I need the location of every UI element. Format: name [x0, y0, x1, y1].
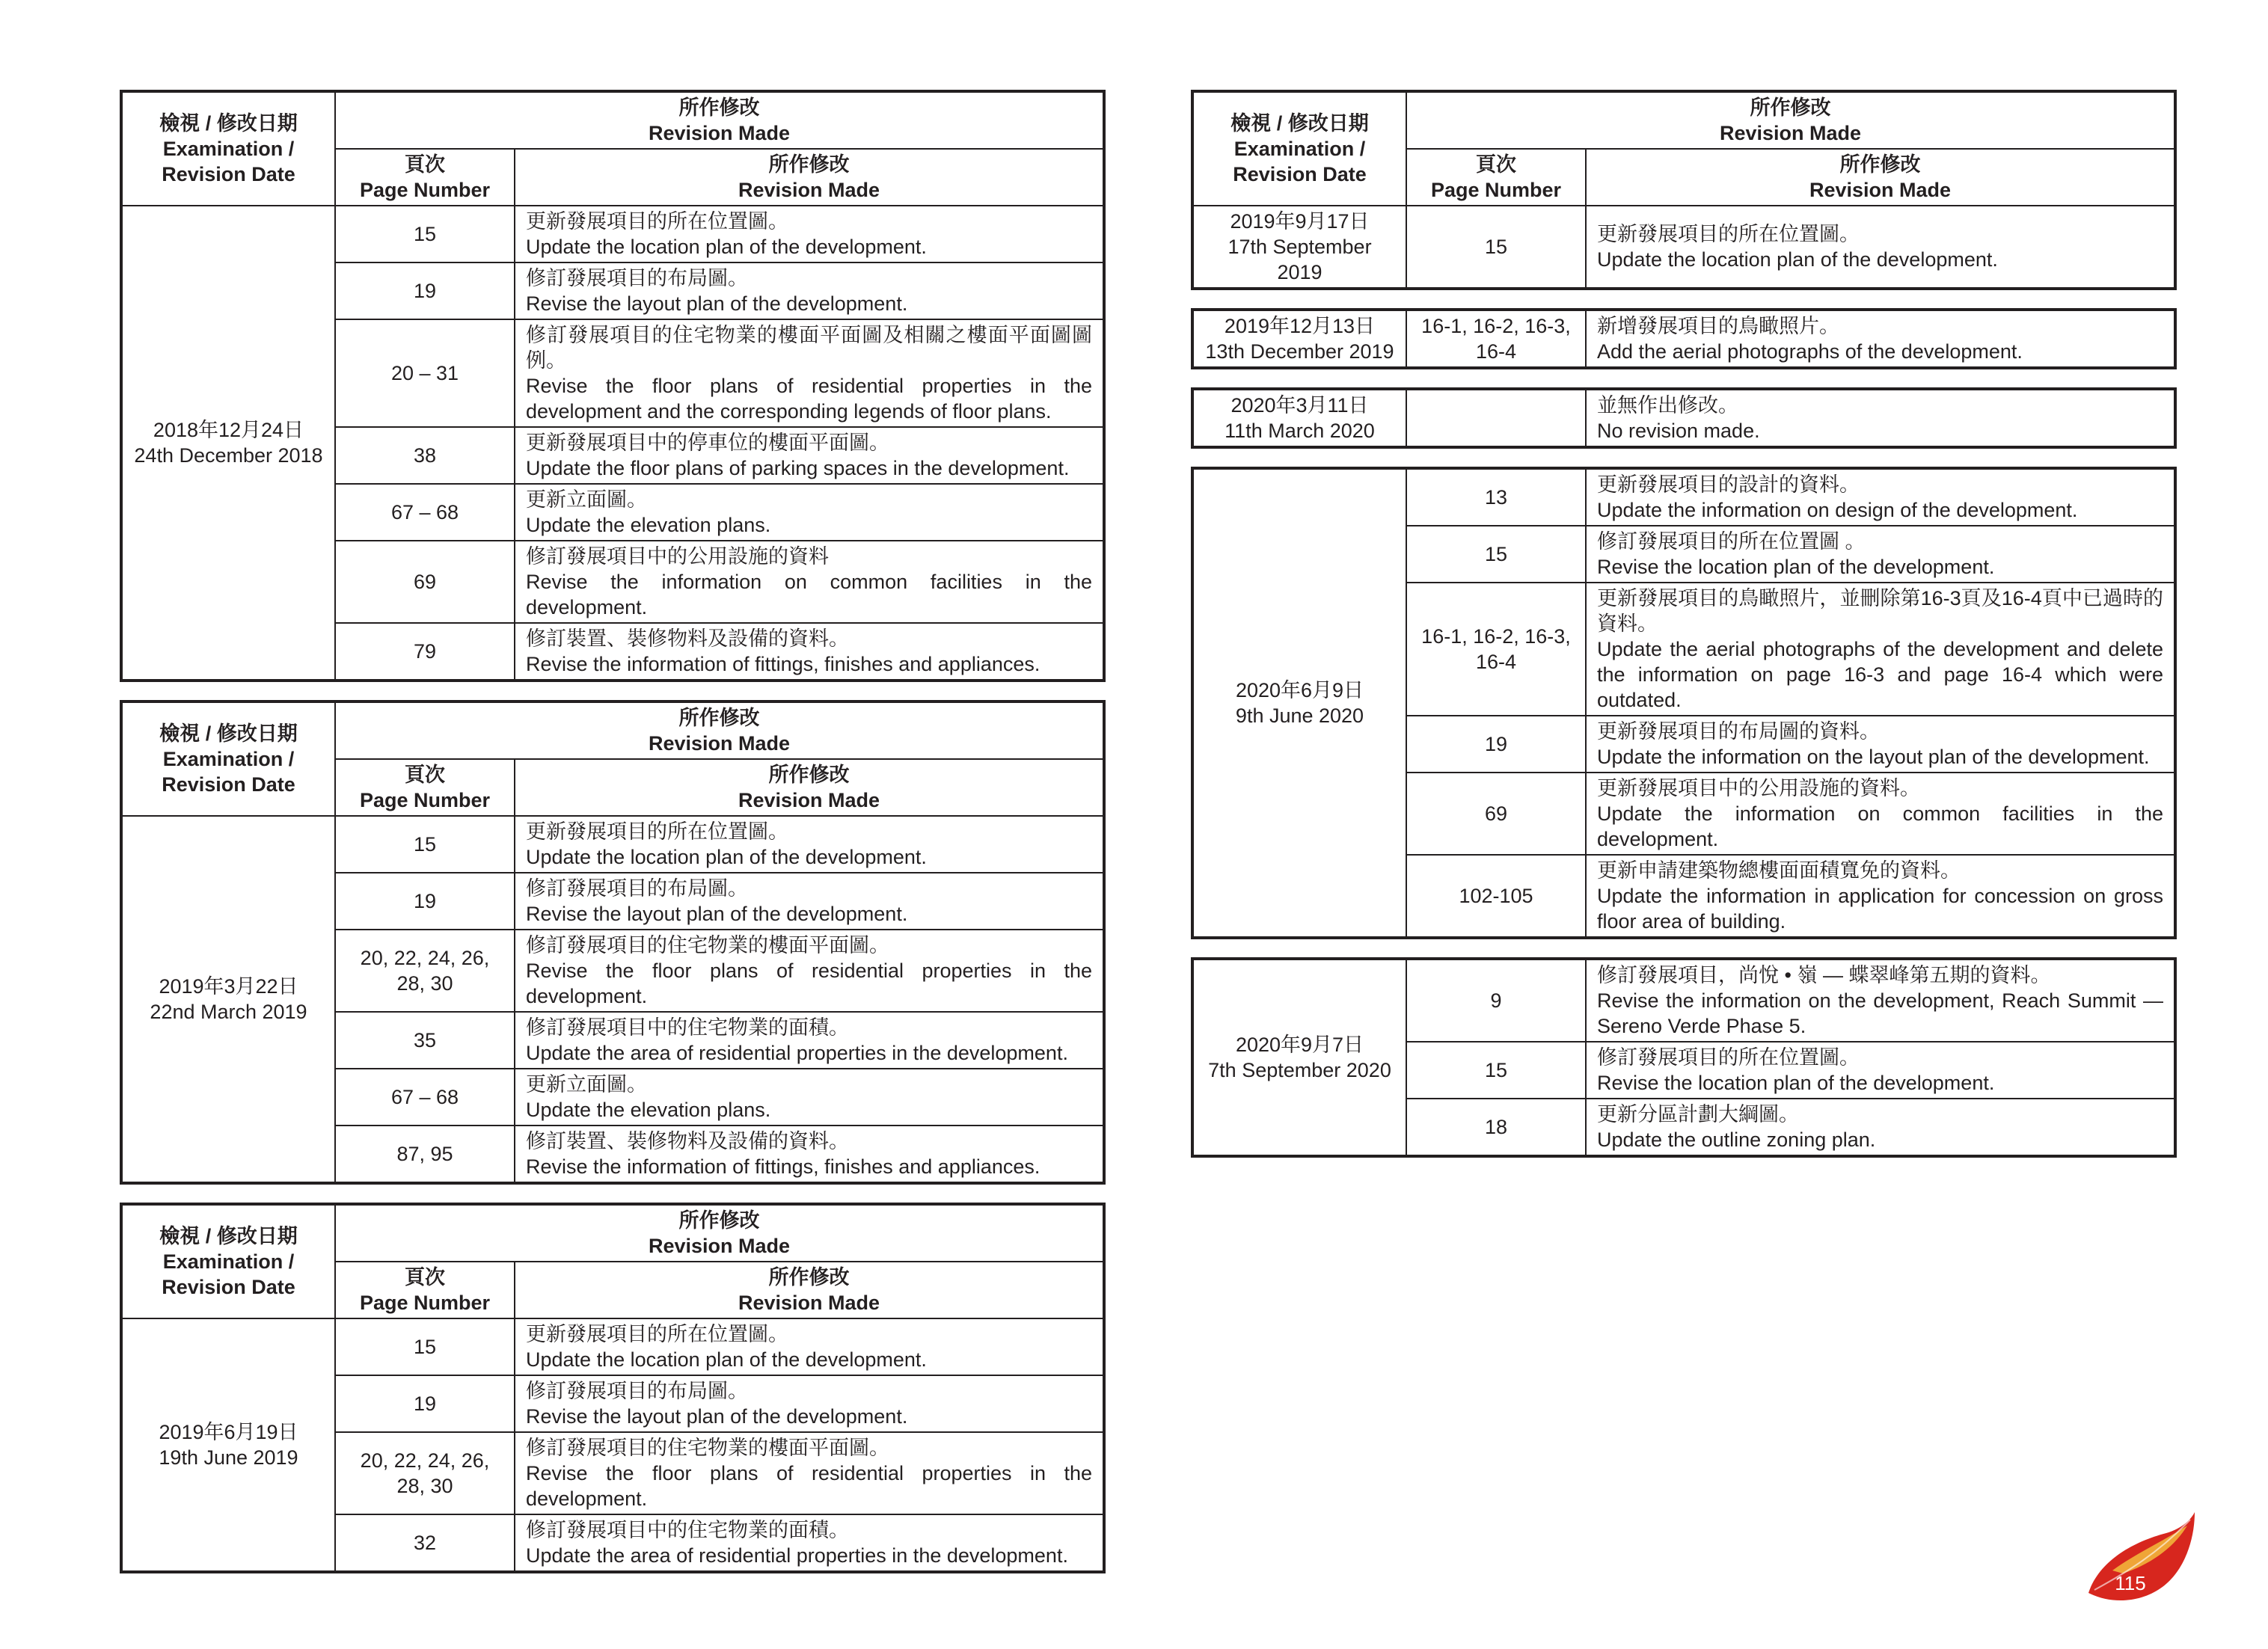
revision-date-en: 19th June 2019	[159, 1446, 298, 1469]
page-number-cell: 16-1, 16-2, 16-3, 16-4	[1406, 583, 1586, 716]
page-number-header	[335, 759, 515, 816]
page-number-cell: 19	[335, 262, 515, 319]
revision-date-zh: 2019年3月22日	[159, 975, 298, 998]
leaf-page-badge	[2085, 1509, 2198, 1606]
revision-text-zh: 修訂發展項目中的住宅物業的面積。	[526, 1016, 849, 1039]
revision-description-cell	[515, 1069, 1104, 1126]
date-header-en: Examination /	[162, 138, 295, 160]
page-number-cell: 13	[1406, 468, 1586, 526]
revision-date-cell	[121, 816, 335, 1183]
revision-text-zh: 更新發展項目的所在位置圖。	[526, 820, 788, 843]
revision-subheader-zh: 所作修改	[1839, 153, 1921, 176]
revision-header-zh: 所作修改	[1750, 96, 1831, 119]
revision-date-cell	[1192, 959, 1406, 1156]
revision-text-en: Update the elevation plans.	[526, 1099, 771, 1121]
date-header-en: Revision Date	[162, 773, 295, 796]
table-header-row	[121, 701, 1104, 759]
revision-made-subheader	[515, 149, 1104, 206]
date-header-en: Examination /	[162, 748, 295, 770]
revision-subheader-zh: 所作修改	[768, 764, 850, 786]
revision-date-cell	[1192, 206, 1406, 289]
date-column-header	[121, 91, 335, 206]
revision-text-en: Update the area of residential properties in the development.	[526, 1042, 1068, 1064]
table-row	[1192, 389, 2175, 447]
page-number-cell: 20 – 31	[335, 319, 515, 427]
revision-description-cell	[1586, 526, 2175, 583]
revision-description-cell	[515, 1126, 1104, 1183]
revision-text-en: Revise the layout plan of the development.	[526, 1405, 908, 1428]
date-header-zh: 檢視 / 修改日期	[159, 722, 298, 745]
revision-text-zh: 修訂發展項目的所在位置圖。	[1597, 1046, 1860, 1069]
left-column	[120, 90, 1103, 1591]
table-row	[121, 816, 1104, 873]
revision-text-zh: 修訂發展項目中的住宅物業的面積。	[526, 1519, 849, 1541]
table-row	[1192, 206, 2175, 289]
revision-table	[1191, 387, 2177, 449]
date-column-header	[121, 701, 335, 816]
date-header-en: Revision Date	[162, 1276, 295, 1298]
revision-description-cell	[515, 319, 1104, 427]
revision-table	[120, 1203, 1106, 1573]
page-number-cell: 15	[1406, 526, 1586, 583]
page-number-cell: 19	[1406, 716, 1586, 773]
date-column-header	[1192, 91, 1406, 206]
revision-text-zh: 更新發展項目的所在位置圖。	[1597, 223, 1860, 245]
revision-date-zh: 2020年9月7日	[1235, 1034, 1364, 1056]
revision-description-cell	[515, 873, 1104, 930]
table-header-row	[121, 91, 1104, 149]
revision-text-en: Update the information on design of the development.	[1597, 499, 2078, 521]
page-number-cell: 19	[335, 1375, 515, 1432]
revision-table	[1191, 467, 2177, 939]
revision-subheader-zh: 所作修改	[768, 1266, 850, 1289]
revision-date-zh: 2018年12月24日	[153, 419, 304, 441]
revision-made-header	[335, 91, 1104, 149]
page-number-header	[335, 149, 515, 206]
page-number-cell: 102-105	[1406, 855, 1586, 938]
revision-text-en: Update the information in application for concession on gross floor area of building.	[1597, 885, 2163, 933]
revision-made-subheader	[1586, 149, 2175, 206]
revision-text-en: Update the information on common facilities in the development.	[1597, 802, 2163, 850]
page-header-en: Page Number	[359, 789, 491, 811]
revision-header-en: Revision Made	[648, 1235, 791, 1257]
revision-date-cell	[121, 1318, 335, 1572]
revision-description-cell	[1586, 716, 2175, 773]
page-number-cell: 35	[335, 1012, 515, 1069]
page-number: 115	[2115, 1572, 2146, 1594]
revision-text-zh: 更新分區計劃大綱圖。	[1597, 1103, 1799, 1126]
revision-text-zh: 更新申請建築物總樓面面積寬免的資料。	[1597, 859, 1961, 882]
revision-text-zh: 新增發展項目的鳥瞰照片。	[1597, 315, 1839, 337]
page-number-cell: 15	[335, 206, 515, 262]
revision-text-zh: 修訂發展項目中的公用設施的資料	[526, 545, 829, 568]
page-number-header	[335, 1262, 515, 1318]
revision-text-zh: 更新立面圖。	[526, 488, 647, 511]
revision-date-zh: 2019年12月13日	[1224, 315, 1376, 337]
revision-text-zh: 更新立面圖。	[526, 1073, 647, 1096]
revision-text-en: Update the aerial photographs of the development and delete the information on page 16-3 and page 16-4 which were outdated.	[1597, 638, 2163, 711]
revision-table	[1191, 90, 2177, 290]
revision-made-header	[335, 701, 1104, 759]
page-number-cell: 18	[1406, 1099, 1586, 1156]
revision-text-en: Update the area of residential properties in the development.	[526, 1544, 1068, 1567]
revision-table	[120, 90, 1106, 682]
revision-text-en: Update the elevation plans.	[526, 514, 771, 536]
revision-text-en: Revise the information on the development, Reach Summit — Sereno Verde Phase 5.	[1597, 989, 2163, 1037]
revision-date-cell	[1192, 389, 1406, 447]
revision-date-en: 24th December 2018	[134, 444, 323, 467]
table-row	[1192, 468, 2175, 526]
revision-date-en: 13th December 2019	[1205, 340, 1394, 363]
revision-description-cell	[515, 1318, 1104, 1375]
revision-description-cell	[1586, 1099, 2175, 1156]
page-number-cell: 15	[1406, 206, 1586, 289]
revision-description-cell	[515, 1514, 1104, 1572]
revision-text-en: No revision made.	[1597, 420, 1760, 442]
date-header-en: Examination /	[162, 1250, 295, 1273]
revision-description-cell	[515, 816, 1104, 873]
page-number-cell: 69	[335, 541, 515, 623]
revision-date-zh: 2020年6月9日	[1235, 679, 1364, 701]
revision-text-zh: 修訂裝置、裝修物料及設備的資料。	[526, 1130, 849, 1152]
revision-text-en: Revise the layout plan of the development.	[526, 903, 908, 925]
revision-description-cell	[515, 427, 1104, 484]
table-row	[121, 1318, 1104, 1375]
revision-description-cell	[515, 541, 1104, 623]
revision-made-subheader	[515, 759, 1104, 816]
page-header-zh: 頁次	[405, 764, 445, 786]
revision-description-cell	[515, 1375, 1104, 1432]
revision-subheader-en: Revision Made	[738, 1292, 880, 1314]
page-number-cell: 38	[335, 427, 515, 484]
date-column-header	[121, 1204, 335, 1318]
revision-subheader-zh: 所作修改	[768, 153, 850, 176]
revision-date-zh: 2020年3月11日	[1230, 394, 1369, 417]
revision-text-zh: 修訂裝置、裝修物料及設備的資料。	[526, 627, 849, 650]
revision-text-zh: 更新發展項目的布局圖的資料。	[1597, 720, 1880, 743]
revision-date-en: 11th March 2020	[1225, 420, 1375, 442]
page-header-zh: 頁次	[1476, 153, 1516, 176]
revision-date-en: 22nd March 2019	[150, 1001, 307, 1023]
revision-text-zh: 修訂發展項目的布局圖。	[526, 1380, 748, 1402]
page-number-cell: 15	[335, 1318, 515, 1375]
revision-text-en: Add the aerial photographs of the development.	[1597, 340, 2023, 363]
revision-subheader-en: Revision Made	[738, 789, 880, 811]
revision-text-zh: 更新發展項目中的停車位的樓面平面圖。	[526, 432, 889, 454]
page-header-en: Page Number	[359, 179, 491, 201]
date-header-zh: 檢視 / 修改日期	[1230, 112, 1369, 135]
revision-table	[1191, 308, 2177, 369]
revision-table	[120, 700, 1106, 1185]
date-header-en: Examination /	[1233, 138, 1366, 160]
revision-text-en: Revise the floor plans of residential properties in the development and the corresponding legends of floor plans.	[526, 375, 1092, 423]
revision-date-cell	[1192, 468, 1406, 938]
revision-description-cell	[1586, 959, 2175, 1042]
page-number-cell: 9	[1406, 959, 1586, 1042]
revision-text-en: Revise the layout plan of the development.	[526, 292, 908, 315]
page-number-cell: 32	[335, 1514, 515, 1572]
revision-text-zh: 更新發展項目中的公用設施的資料。	[1597, 777, 1920, 799]
right-column	[1191, 90, 2174, 1176]
revision-made-header	[1406, 91, 2175, 149]
revision-text-en: Revise the location plan of the development.	[1597, 1072, 1995, 1094]
revision-text-en: Update the location plan of the development.	[526, 1348, 927, 1371]
page-header-en: Page Number	[359, 1292, 491, 1314]
revision-date-en: 7th September 2020	[1208, 1059, 1391, 1081]
revision-text-en: Update the location plan of the development.	[526, 236, 927, 258]
revision-date-cell	[1192, 310, 1406, 368]
revision-description-cell	[1586, 468, 2175, 526]
date-header-zh: 檢視 / 修改日期	[159, 112, 298, 135]
page-number-cell: 87, 95	[335, 1126, 515, 1183]
revision-description-cell	[515, 623, 1104, 681]
revision-description-cell	[1586, 855, 2175, 938]
revision-text-zh: 更新發展項目的所在位置圖。	[526, 1323, 788, 1345]
page-number-header	[1406, 149, 1586, 206]
revision-header-en: Revision Made	[648, 122, 791, 144]
page-number-cell: 69	[1406, 773, 1586, 855]
revision-date-cell	[121, 206, 335, 681]
date-header-en: Revision Date	[1233, 163, 1367, 185]
table-row	[121, 206, 1104, 262]
date-header-en: Revision Date	[162, 163, 295, 185]
revision-header-en: Revision Made	[1719, 122, 1862, 144]
revision-subheader-en: Revision Made	[1809, 179, 1952, 201]
page-number-cell: 79	[335, 623, 515, 681]
revision-text-zh: 更新發展項目的設計的資料。	[1597, 473, 1860, 496]
revision-date-zh: 2019年6月19日	[159, 1421, 298, 1443]
revision-text-en: Revise the information of fittings, finishes and appliances.	[526, 653, 1040, 675]
revision-header-zh: 所作修改	[678, 96, 760, 119]
revision-description-cell	[515, 1012, 1104, 1069]
revision-text-en: Revise the information of fittings, finishes and appliances.	[526, 1155, 1040, 1178]
date-header-zh: 檢視 / 修改日期	[159, 1225, 298, 1247]
revision-header-zh: 所作修改	[678, 707, 760, 729]
revision-text-zh: 修訂發展項目的住宅物業的樓面平面圖。	[526, 934, 889, 956]
table-row	[1192, 959, 2175, 1042]
page-number-cell: 20, 22, 24, 26, 28, 30	[335, 930, 515, 1012]
revision-text-en: Update the location plan of the development.	[526, 846, 927, 868]
revision-description-cell	[1586, 1042, 2175, 1099]
page-number-cell: 67 – 68	[335, 1069, 515, 1126]
revision-text-zh: 更新發展項目的所在位置圖。	[526, 210, 788, 233]
revision-text-zh: 修訂發展項目的布局圖。	[526, 877, 748, 900]
revision-text-zh: 修訂發展項目的住宅物業的樓面平面圖。	[526, 1437, 889, 1459]
revision-text-en: Update the information on the layout plan of the development.	[1597, 746, 2150, 768]
revision-text-zh: 修訂發展項目，尚悅 • 嶺 — 蝶翠峰第五期的資料。	[1597, 964, 2051, 986]
revision-description-cell	[515, 262, 1104, 319]
page-number-cell: 15	[335, 816, 515, 873]
page-number-cell: 19	[335, 873, 515, 930]
revision-description-cell	[1586, 773, 2175, 855]
table-row	[1192, 310, 2175, 368]
page-number-cell: 67 – 68	[335, 484, 515, 541]
page-header-zh: 頁次	[405, 1266, 445, 1289]
revision-header-en: Revision Made	[648, 732, 791, 755]
revision-text-en: Revise the floor plans of residential properties in the development.	[526, 1462, 1092, 1510]
revision-text-en: Update the location plan of the development.	[1597, 248, 1998, 271]
revision-text-zh: 並無作出修改。	[1597, 394, 1738, 417]
revision-description-cell	[515, 1432, 1104, 1514]
revision-description-cell	[1586, 310, 2175, 368]
revision-header-zh: 所作修改	[678, 1209, 760, 1232]
revision-table	[1191, 957, 2177, 1158]
revision-text-en: Revise the information on common facilities in the development.	[526, 571, 1092, 618]
revision-description-cell	[515, 484, 1104, 541]
revision-text-zh: 修訂發展項目的布局圖。	[526, 267, 748, 289]
revision-date-en: 9th June 2020	[1235, 704, 1364, 727]
page-header-zh: 頁次	[405, 153, 445, 176]
revision-description-cell	[1586, 389, 2175, 447]
page-header-en: Page Number	[1430, 179, 1562, 201]
revision-description-cell	[515, 930, 1104, 1012]
revision-date-en: 17th September 2019	[1228, 236, 1372, 283]
revision-text-zh: 修訂發展項目的住宅物業的樓面平面圖及相關之樓面平面圖圖例。	[526, 324, 1092, 372]
page-number-cell: 20, 22, 24, 26, 28, 30	[335, 1432, 515, 1514]
page-number-cell: 16-1, 16-2, 16-3, 16-4	[1406, 310, 1586, 368]
table-header-row	[121, 1204, 1104, 1262]
revision-description-cell	[1586, 583, 2175, 716]
page-number-cell: 15	[1406, 1042, 1586, 1099]
revision-made-subheader	[515, 1262, 1104, 1318]
table-header-row	[1192, 91, 2175, 149]
revision-text-zh: 修訂發展項目的所在位置圖 。	[1597, 530, 1866, 553]
revision-description-cell	[1586, 206, 2175, 289]
revision-text-en: Revise the floor plans of residential properties in the development.	[526, 959, 1092, 1007]
page-number-cell	[1406, 389, 1586, 447]
revision-text-en: Revise the location plan of the development.	[1597, 556, 1995, 578]
revision-text-zh: 更新發展項目的鳥瞰照片，並刪除第16-3頁及16-4頁中已過時的資料。	[1597, 587, 2163, 635]
revision-made-header	[335, 1204, 1104, 1262]
revision-text-en: Update the outline zoning plan.	[1597, 1128, 1876, 1151]
revision-description-cell	[515, 206, 1104, 262]
revision-date-zh: 2019年9月17日	[1230, 210, 1370, 233]
revision-text-en: Update the floor plans of parking spaces in the development.	[526, 457, 1070, 479]
revision-subheader-en: Revision Made	[738, 179, 880, 201]
